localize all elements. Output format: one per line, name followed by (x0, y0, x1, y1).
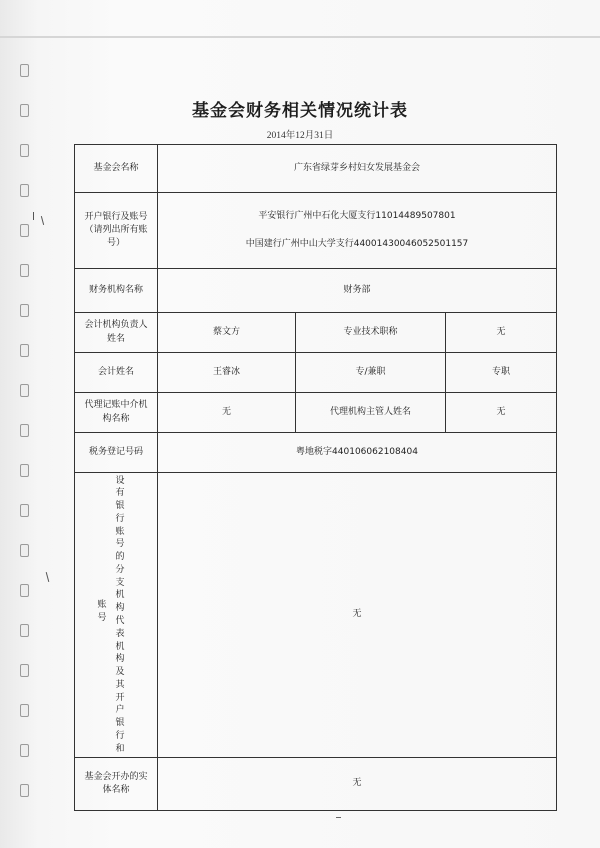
vertical-label-char: 和 (115, 743, 125, 754)
table-rule (556, 144, 557, 811)
foundation-name-label: 基金会名称 (93, 162, 139, 173)
binding-hole (20, 344, 29, 357)
document-title: 基金会财务相关情况统计表 (192, 101, 408, 121)
professional-title-value: 无 (496, 326, 506, 337)
binding-hole (20, 784, 29, 797)
accounting-head-value: 蔡文方 (212, 326, 240, 337)
vertical-label-char: 机 (115, 641, 125, 652)
entity-name-value: 无 (352, 778, 362, 789)
vertical-label-char: 构 (115, 654, 125, 665)
page-top-edge (0, 36, 600, 38)
vertical-label-char: 机 (115, 590, 125, 601)
binding-hole (20, 384, 29, 397)
vertical-label-char: 其 (115, 679, 125, 690)
vertical-label-char: 构 (115, 603, 125, 614)
vertical-label-char: 的 (115, 552, 125, 563)
foundation-name-value: 广东省绿芽乡村妇女发展基金会 (293, 162, 420, 173)
binding-hole (20, 224, 29, 237)
binding-hole (20, 304, 29, 317)
vertical-label-char: 行 (115, 513, 125, 524)
vertical-label-char: 号 (97, 613, 107, 623)
stray-mark (336, 817, 341, 818)
vertical-label-char: 开 (115, 692, 125, 703)
tax-registration-value: 粤地税字440106062108404 (296, 446, 418, 457)
report-date: 2014年12月31日 (266, 131, 334, 141)
binding-hole (20, 184, 29, 197)
vertical-label-char: 及 (115, 667, 125, 678)
binding-hole (20, 544, 29, 557)
vertical-label-char: 账 (97, 600, 107, 611)
bank-accounts-list (158, 193, 556, 268)
agency-label: 代理记账中介机 构名称 (84, 400, 148, 424)
margin-mark (41, 216, 44, 225)
binding-hole (20, 64, 29, 77)
vertical-label-char: 支 (115, 577, 125, 588)
tax-registration-label: 税务登记号码 (88, 446, 143, 457)
binding-hole (20, 624, 29, 637)
vertical-label-char: 行 (115, 730, 125, 741)
agency-manager-value: 无 (496, 406, 506, 417)
finance-dept-label: 财务机构名称 (88, 284, 143, 295)
agency-value: 无 (221, 406, 231, 417)
accounting-head-label: 会计机构负责人 姓名 (84, 320, 148, 344)
vertical-label-char: 表 (115, 628, 125, 639)
professional-title-label: 专业技术职称 (343, 326, 398, 337)
binding-hole (20, 504, 29, 517)
vertical-label-char: 银 (115, 718, 125, 729)
binding-hole (20, 464, 29, 477)
branch-offices-value: 无 (352, 609, 362, 620)
table-rule (74, 810, 557, 811)
vertical-label-char: 代 (115, 616, 125, 626)
vertical-label-char: 设 (115, 475, 125, 486)
vertical-label-char: 号 (115, 539, 125, 550)
accountant-label: 会计姓名 (97, 366, 134, 377)
vertical-label-char: 账 (115, 526, 125, 537)
margin-mark (33, 212, 34, 220)
bank-account-item: 平安银行广州中石化大厦支行11014489507801 (258, 211, 456, 222)
vertical-label-char: 银 (115, 501, 125, 512)
vertical-label-char: 户 (115, 705, 125, 716)
binding-hole (20, 264, 29, 277)
bank-accounts-label: 开户银行及账号 （请列出所有账 号） (84, 211, 148, 249)
fulltime-parttime-label: 专/兼职 (355, 366, 386, 377)
fulltime-parttime-value: 专职 (491, 366, 510, 377)
vertical-label-char: 分 (115, 564, 125, 575)
binding-hole (20, 704, 29, 717)
branch-offices-label (112, 473, 128, 757)
binding-hole (20, 584, 29, 597)
binding-hole (20, 664, 29, 677)
agency-manager-label: 代理机构主管人姓名 (329, 406, 411, 417)
bank-account-item: 中国建行广州中山大学支行44001430046052501157 (245, 238, 469, 249)
vertical-label-char: 有 (115, 488, 125, 499)
entity-name-label: 基金会开办的实 体名称 (84, 771, 148, 795)
binding-hole (20, 744, 29, 757)
binding-hole (20, 144, 29, 157)
finance-dept-value: 财务部 (343, 284, 371, 295)
accountant-value: 王睿冰 (212, 366, 240, 377)
margin-mark (46, 572, 50, 582)
branch-offices-label-side (94, 595, 110, 629)
binding-hole (20, 424, 29, 437)
